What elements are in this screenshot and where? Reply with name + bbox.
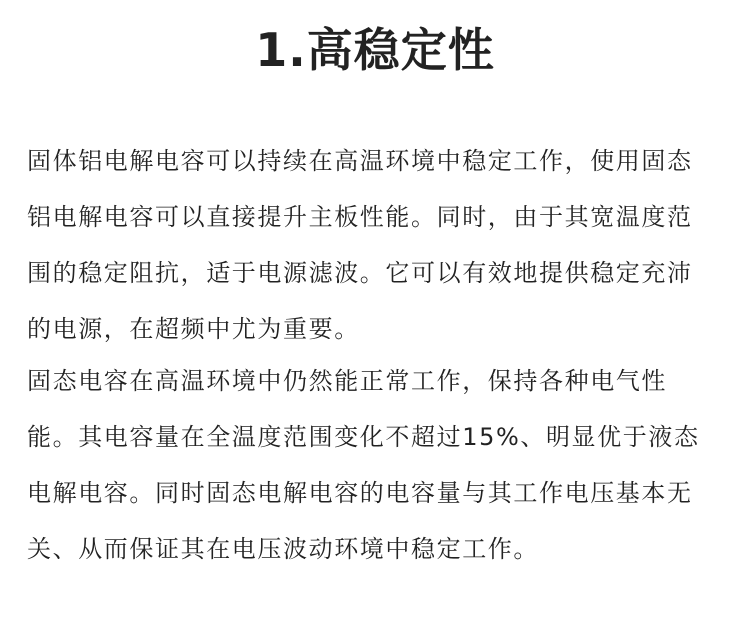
paragraph-2 <box>27 353 727 577</box>
body-text <box>27 133 727 577</box>
text-line: 铝电解电容可以直接提升主板性能。同时，由于其宽温度范 <box>27 203 693 231</box>
text-line: 电解电容。同时固态电解电容的电容量与其工作电压基本无 <box>27 479 693 507</box>
text-line: 的电源，在超频中尤为重要。 <box>27 315 360 343</box>
text-line: 能。其电容量在全温度范围变化不超过15%、明显优于液态 <box>27 423 700 451</box>
text-line: 关、从而保证其在电压波动环境中稳定工作。 <box>27 535 539 563</box>
text-line: 围的稳定阻抗，适于电源滤波。它可以有效地提供稳定充沛 <box>27 259 693 287</box>
text-line: 固体铝电解电容可以持续在高温环境中稳定工作，使用固态 <box>27 147 693 175</box>
section-heading: 1.高稳定性 <box>255 23 495 77</box>
paragraph-1 <box>27 133 727 357</box>
text-line: 固态电容在高温环境中仍然能正常工作，保持各种电气性 <box>27 367 667 395</box>
